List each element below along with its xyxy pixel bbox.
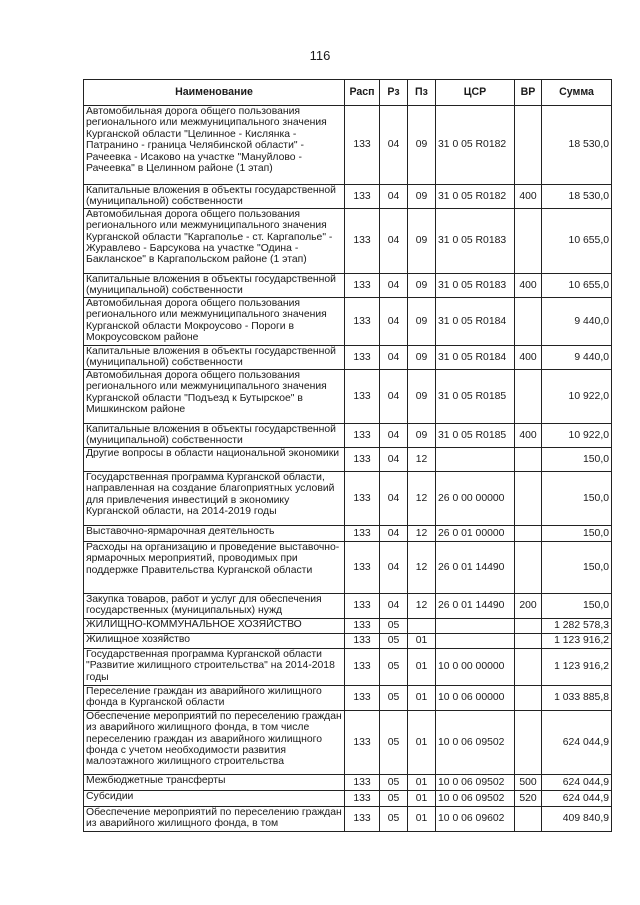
row-vr: 400 xyxy=(515,185,542,209)
row-name: Выставочно-ярмарочная деятельность xyxy=(84,525,345,541)
row-vr xyxy=(515,633,542,648)
row-csr xyxy=(436,447,515,471)
header-sum: Сумма xyxy=(542,80,612,106)
row-rasp: 133 xyxy=(345,525,380,541)
row-pz: 09 xyxy=(408,208,436,273)
row-rasp: 133 xyxy=(345,541,380,593)
row-rasp: 133 xyxy=(345,369,380,423)
row-sum: 10 922,0 xyxy=(542,423,612,447)
row-rz: 04 xyxy=(380,541,408,593)
row-vr xyxy=(515,447,542,471)
row-rz: 05 xyxy=(380,618,408,633)
row-vr: 200 xyxy=(515,593,542,618)
row-rasp: 133 xyxy=(345,345,380,369)
row-vr xyxy=(515,106,542,185)
row-vr xyxy=(515,297,542,345)
row-rasp: 133 xyxy=(345,208,380,273)
row-pz: 12 xyxy=(408,593,436,618)
header-pz: Пз xyxy=(408,80,436,106)
row-vr xyxy=(515,208,542,273)
row-rz: 04 xyxy=(380,297,408,345)
row-csr: 10 0 00 00000 xyxy=(436,648,515,685)
row-vr xyxy=(515,541,542,593)
row-csr: 10 0 06 09502 xyxy=(436,710,515,774)
header-rasp: Расп xyxy=(345,80,380,106)
row-sum: 10 655,0 xyxy=(542,273,612,297)
row-rz: 05 xyxy=(380,774,408,790)
table-row xyxy=(84,710,612,774)
row-csr: 31 0 05 R0185 xyxy=(436,369,515,423)
row-csr: 31 0 05 R0182 xyxy=(436,185,515,209)
row-vr: 500 xyxy=(515,774,542,790)
table-row xyxy=(84,345,612,369)
row-pz: 12 xyxy=(408,525,436,541)
row-vr: 400 xyxy=(515,273,542,297)
row-vr xyxy=(515,710,542,774)
row-sum: 9 440,0 xyxy=(542,297,612,345)
row-csr: 31 0 05 R0182 xyxy=(436,106,515,185)
row-vr xyxy=(515,369,542,423)
row-sum: 150,0 xyxy=(542,471,612,525)
row-sum: 150,0 xyxy=(542,541,612,593)
row-name: Автомобильная дорога общего пользования регионального или межмуниципального значения Курганской области "Целинное - Кислянка - Патранино - граница Челябинской области" - Рачеевка - Исаково на участке "Мануйлово - Рачеевка" в Целинном районе (1 этап) xyxy=(84,106,345,185)
row-rasp: 133 xyxy=(345,633,380,648)
row-csr: 10 0 06 09502 xyxy=(436,774,515,790)
row-rz: 04 xyxy=(380,208,408,273)
header-vr: ВР xyxy=(515,80,542,106)
row-vr xyxy=(515,685,542,710)
row-sum: 150,0 xyxy=(542,447,612,471)
header-csr: ЦСР xyxy=(436,80,515,106)
row-pz: 01 xyxy=(408,685,436,710)
table-row xyxy=(84,447,612,471)
row-sum: 1 033 885,8 xyxy=(542,685,612,710)
row-pz: 09 xyxy=(408,369,436,423)
table-row xyxy=(84,633,612,648)
table-row xyxy=(84,273,612,297)
row-rasp: 133 xyxy=(345,710,380,774)
row-rasp: 133 xyxy=(345,273,380,297)
table-row xyxy=(84,106,612,185)
row-name: Автомобильная дорога общего пользования регионального или межмуниципального значения Курганской области "Каргаполье - ст. Каргаполье" - Журавлево - Барсукова на участке "Одина - Бакланское" в Каргапольском районе (1 этап) xyxy=(84,208,345,273)
header-name: Наименование xyxy=(84,80,345,106)
row-name: Другие вопросы в области национальной экономики xyxy=(84,447,345,471)
row-rz: 05 xyxy=(380,710,408,774)
row-name: Обеспечение мероприятий по переселению граждан из аварийного жилищного фонда, в том xyxy=(84,806,345,831)
row-rz: 04 xyxy=(380,369,408,423)
row-rz: 04 xyxy=(380,273,408,297)
row-rasp: 133 xyxy=(345,685,380,710)
row-vr: 400 xyxy=(515,345,542,369)
row-name: Капитальные вложения в объекты государственной (муниципальной) собственности xyxy=(84,273,345,297)
row-sum: 624 044,9 xyxy=(542,790,612,806)
header-rz: Рз xyxy=(380,80,408,106)
row-pz: 01 xyxy=(408,710,436,774)
row-rz: 05 xyxy=(380,648,408,685)
row-rz: 05 xyxy=(380,806,408,831)
row-rasp: 133 xyxy=(345,774,380,790)
table-header-row xyxy=(84,80,612,106)
row-rasp: 133 xyxy=(345,106,380,185)
row-name: Автомобильная дорога общего пользования регионального или межмуниципального значения Курганской области "Подъезд к Бутырское" в Мишкинском районе xyxy=(84,369,345,423)
row-csr xyxy=(436,633,515,648)
budget-table xyxy=(83,79,612,832)
row-csr: 31 0 05 R0184 xyxy=(436,297,515,345)
table-row xyxy=(84,185,612,209)
row-sum: 624 044,9 xyxy=(542,710,612,774)
row-rz: 05 xyxy=(380,790,408,806)
table-row xyxy=(84,297,612,345)
row-vr xyxy=(515,648,542,685)
row-pz: 12 xyxy=(408,447,436,471)
row-pz: 12 xyxy=(408,471,436,525)
row-csr: 10 0 06 09502 xyxy=(436,790,515,806)
row-pz: 09 xyxy=(408,345,436,369)
row-name: Закупка товаров, работ и услуг для обеспечения государственных (муниципальных) нужд xyxy=(84,593,345,618)
row-name: Расходы на организацию и проведение выставочно-ярмарочных мероприятий, проводимых при поддержке Правительства Курганской области xyxy=(84,541,345,593)
row-vr xyxy=(515,806,542,831)
table-row xyxy=(84,618,612,633)
row-sum: 150,0 xyxy=(542,593,612,618)
table-row xyxy=(84,806,612,831)
row-name: Капитальные вложения в объекты государственной (муниципальной) собственности xyxy=(84,423,345,447)
row-sum: 1 123 916,2 xyxy=(542,648,612,685)
row-rasp: 133 xyxy=(345,185,380,209)
row-rasp: 133 xyxy=(345,648,380,685)
row-vr: 520 xyxy=(515,790,542,806)
row-pz: 09 xyxy=(408,185,436,209)
row-name: Межбюджетные трансферты xyxy=(84,774,345,790)
row-name: Капитальные вложения в объекты государственной (муниципальной) собственности xyxy=(84,185,345,209)
row-pz: 09 xyxy=(408,297,436,345)
row-name: Жилищное хозяйство xyxy=(84,633,345,648)
row-vr xyxy=(515,525,542,541)
row-rz: 04 xyxy=(380,447,408,471)
row-csr: 31 0 05 R0184 xyxy=(436,345,515,369)
table-row xyxy=(84,774,612,790)
row-csr: 26 0 01 00000 xyxy=(436,525,515,541)
row-rz: 04 xyxy=(380,185,408,209)
table-row xyxy=(84,208,612,273)
row-name: Автомобильная дорога общего пользования регионального или межмуниципального значения Курганской области Мокроусово - Пороги в Мокроусовском районе xyxy=(84,297,345,345)
row-rz: 04 xyxy=(380,471,408,525)
table-row xyxy=(84,369,612,423)
row-pz: 01 xyxy=(408,790,436,806)
row-sum: 18 530,0 xyxy=(542,106,612,185)
row-csr: 26 0 00 00000 xyxy=(436,471,515,525)
row-name: Капитальные вложения в объекты государственной (муниципальной) собственности xyxy=(84,345,345,369)
row-rz: 05 xyxy=(380,633,408,648)
row-vr xyxy=(515,618,542,633)
row-rz: 04 xyxy=(380,345,408,369)
row-sum: 1 282 578,3 xyxy=(542,618,612,633)
row-rz: 04 xyxy=(380,593,408,618)
row-name: ЖИЛИЩНО-КОММУНАЛЬНОЕ ХОЗЯЙСТВО xyxy=(84,618,345,633)
row-pz: 09 xyxy=(408,423,436,447)
row-csr: 10 0 06 09602 xyxy=(436,806,515,831)
row-rz: 04 xyxy=(380,525,408,541)
row-rasp: 133 xyxy=(345,471,380,525)
row-rz: 04 xyxy=(380,106,408,185)
row-pz: 12 xyxy=(408,541,436,593)
row-pz: 01 xyxy=(408,648,436,685)
row-pz: 01 xyxy=(408,806,436,831)
row-vr xyxy=(515,471,542,525)
row-pz: 01 xyxy=(408,774,436,790)
row-sum: 10 655,0 xyxy=(542,208,612,273)
row-csr: 31 0 05 R0185 xyxy=(436,423,515,447)
row-pz: 09 xyxy=(408,273,436,297)
row-rasp: 133 xyxy=(345,790,380,806)
row-sum: 18 530,0 xyxy=(542,185,612,209)
row-csr: 26 0 01 14490 xyxy=(436,593,515,618)
page-number: 116 xyxy=(309,48,331,63)
table-row xyxy=(84,593,612,618)
row-sum: 409 840,9 xyxy=(542,806,612,831)
table-row xyxy=(84,423,612,447)
row-sum: 150,0 xyxy=(542,525,612,541)
row-csr: 31 0 05 R0183 xyxy=(436,208,515,273)
row-rasp: 133 xyxy=(345,593,380,618)
row-csr: 10 0 06 00000 xyxy=(436,685,515,710)
row-pz: 01 xyxy=(408,633,436,648)
table-row xyxy=(84,790,612,806)
row-rasp: 133 xyxy=(345,297,380,345)
row-rasp: 133 xyxy=(345,423,380,447)
row-csr: 26 0 01 14490 xyxy=(436,541,515,593)
row-name: Обеспечение мероприятий по переселению граждан из аварийного жилищного фонда, в том числе переселению граждан из аварийного жилищного фонда с учетом необходимости развития малоэтажного жилищного строительства xyxy=(84,710,345,774)
row-sum: 624 044,9 xyxy=(542,774,612,790)
row-csr: 31 0 05 R0183 xyxy=(436,273,515,297)
row-pz xyxy=(408,618,436,633)
row-rasp: 133 xyxy=(345,447,380,471)
row-rz: 05 xyxy=(380,685,408,710)
row-rasp: 133 xyxy=(345,618,380,633)
row-rasp: 133 xyxy=(345,806,380,831)
table-row xyxy=(84,685,612,710)
row-name: Государственная программа Курганской области "Развитие жилищного строительства" на 2014-2018 годы xyxy=(84,648,345,685)
row-sum: 9 440,0 xyxy=(542,345,612,369)
row-sum: 1 123 916,2 xyxy=(542,633,612,648)
table-row xyxy=(84,541,612,593)
row-csr xyxy=(436,618,515,633)
row-name: Переселение граждан из аварийного жилищного фонда в Курганской области xyxy=(84,685,345,710)
row-name: Субсидии xyxy=(84,790,345,806)
row-rz: 04 xyxy=(380,423,408,447)
row-pz: 09 xyxy=(408,106,436,185)
row-vr: 400 xyxy=(515,423,542,447)
table-row xyxy=(84,471,612,525)
table-row xyxy=(84,525,612,541)
table-row xyxy=(84,648,612,685)
row-sum: 10 922,0 xyxy=(542,369,612,423)
row-name: Государственная программа Курганской области, направленная на создание благоприятных условий для привлечения инвестиций в экономику Курганской области, на 2014-2019 годы xyxy=(84,471,345,525)
